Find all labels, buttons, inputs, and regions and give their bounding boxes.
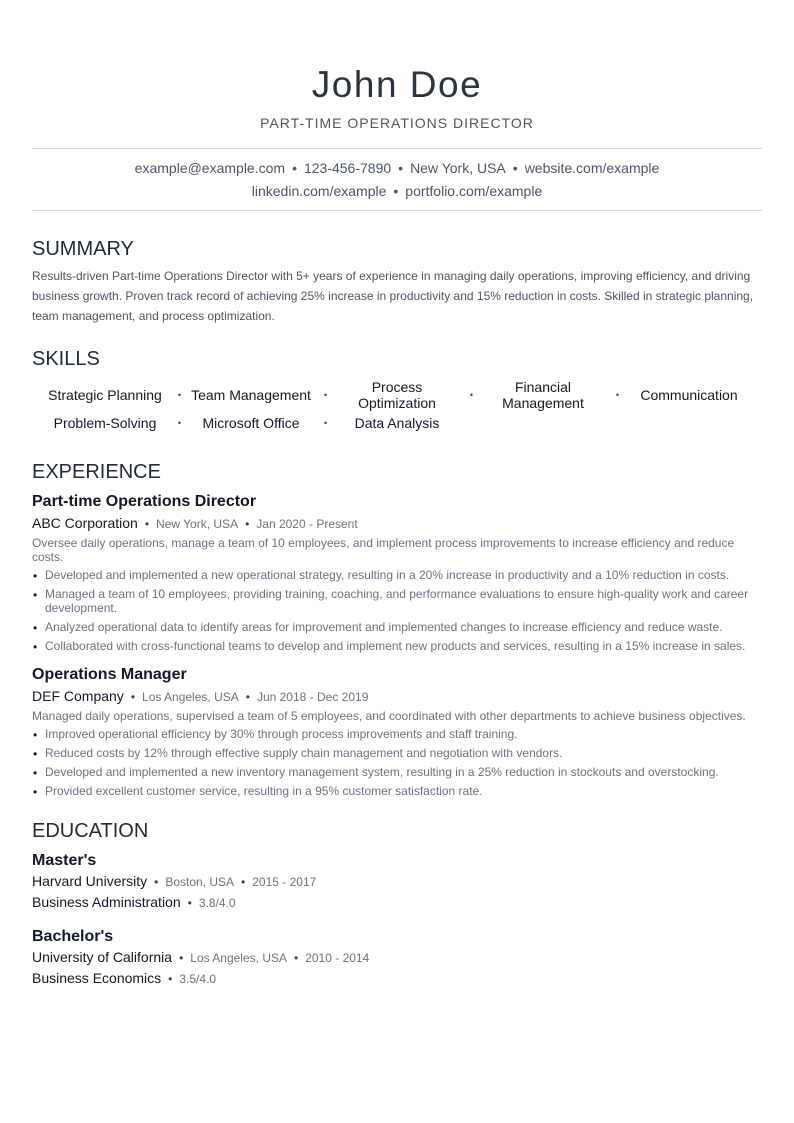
resume-header	[32, 0, 762, 132]
skills-section	[32, 346, 762, 433]
edu-degree: Master's	[32, 852, 97, 869]
contact-line-2	[32, 180, 762, 203]
meta-separator: •	[245, 690, 250, 704]
job-location: New York, USA	[156, 517, 239, 531]
edu-field-line	[32, 892, 762, 913]
job-achievements	[32, 568, 762, 653]
section-heading-education: EDUCATION	[32, 820, 149, 842]
edu-school: University of California	[32, 949, 173, 965]
achievement-item: • Developed and implemented a new inventory management system, resulting in a 25% reduction in stockouts and overstocking.	[32, 765, 762, 779]
edu-degree: Bachelor's	[32, 928, 114, 945]
job-description: Managed daily operations, supervised a team of 5 employees, and coordinated with other departments to achieve business objectives.	[32, 709, 746, 723]
contact-separator: •	[512, 160, 518, 176]
summary-section	[32, 236, 762, 326]
edu-school-line	[32, 947, 762, 968]
job-title: Part-time Operations Director	[32, 493, 257, 510]
skill-separator: •	[323, 418, 327, 428]
contact-separator: •	[292, 160, 297, 176]
job-dates: Jan 2020 - Present	[256, 517, 358, 531]
achievement-item: • Improved operational efficiency by 30% through process improvements and staff training.	[32, 727, 762, 741]
summary-text: Results-driven Part-time Operations Director with 5+ years of experience in managing daily operations, improving efficiency, and driving business growth. Proven track record of achieving 25% increase in productivity and 15% reduction in costs. Skilled in strategic planning, team management, and process optimization.	[32, 269, 754, 323]
edu-field: Business Administration	[32, 894, 181, 910]
skill-item: Team Management •	[191, 387, 327, 403]
meta-separator: •	[130, 690, 136, 704]
section-heading-summary: SUMMARY	[32, 238, 134, 260]
meta-separator: •	[187, 896, 192, 910]
skill-item: Strategic Planning •	[48, 387, 181, 403]
contact-location: New York, USA	[410, 160, 506, 176]
achievement-item: • Developed and implemented a new operational strategy, resulting in a 20% increase in productivity and a 10% reduction in costs.	[32, 568, 762, 582]
education-entry	[32, 851, 762, 913]
skill-item: Data Analysis	[354, 415, 440, 431]
skill-item: Financial Management •	[502, 379, 619, 411]
meta-separator: •	[179, 951, 184, 965]
meta-separator: •	[144, 517, 150, 531]
edu-field: Business Economics	[32, 970, 162, 986]
edu-dates: 2015 - 2017	[252, 875, 317, 889]
edu-school-line	[32, 871, 762, 892]
candidate-title: PART-TIME OPERATIONS DIRECTOR	[260, 115, 534, 131]
skill-item: Problem-Solving •	[53, 415, 181, 431]
edu-dates: 2010 - 2014	[305, 951, 370, 965]
job-description: Oversee daily operations, manage a team of 10 employees, and implement process improvements to increase efficiency and reduce costs.	[32, 536, 735, 564]
skill-separator: •	[469, 390, 473, 400]
skill-separator: •	[177, 418, 181, 428]
skill-item: Communication	[640, 387, 738, 403]
achievement-item: • Reduced costs by 12% through effective supply chain management and negotiation with vendors.	[32, 746, 762, 760]
job-title: Operations Manager	[32, 666, 187, 683]
job-meta	[32, 686, 762, 707]
section-heading-skills: SKILLS	[32, 348, 100, 370]
job-entry	[32, 665, 762, 798]
skill-separator: •	[615, 390, 619, 400]
job-dates: Jun 2018 - Dec 2019	[256, 690, 369, 704]
section-heading-experience: EXPERIENCE	[32, 461, 161, 483]
contact-phone[interactable]: 123-456-7890	[303, 160, 392, 176]
contact-separator: •	[393, 183, 399, 199]
contact-linkedin[interactable]: linkedin.com/example	[251, 183, 387, 199]
skill-separator: •	[323, 390, 327, 400]
achievement-item: • Provided excellent customer service, resulting in a 95% customer satisfaction rate.	[32, 784, 762, 798]
skills-list	[32, 377, 762, 433]
job-achievements	[32, 727, 762, 798]
skill-separator: •	[177, 390, 181, 400]
contact-line-1	[32, 157, 762, 180]
job-meta	[32, 513, 762, 534]
job-company: DEF Company	[32, 688, 124, 704]
meta-separator: •	[245, 517, 250, 531]
edu-field-line	[32, 968, 762, 989]
edu-location: Los Angeles, USA	[190, 951, 287, 965]
meta-separator: •	[154, 875, 159, 889]
education-section	[32, 818, 762, 989]
job-location: Los Angeles, USA	[142, 690, 239, 704]
skill-item: Process Optimization •	[358, 379, 473, 411]
edu-location: Boston, USA	[165, 875, 235, 889]
achievement-item: • Collaborated with cross-functional teams to develop and implement new products and services, resulting in a 15% increase in sales.	[32, 639, 762, 653]
contact-portfolio[interactable]: portfolio.com/example	[405, 183, 543, 199]
contact-separator: •	[398, 160, 404, 176]
skill-item: Microsoft Office •	[202, 415, 327, 431]
contact-email[interactable]: example@example.com	[134, 160, 286, 176]
meta-separator: •	[294, 951, 299, 965]
edu-school: Harvard University	[32, 873, 148, 889]
job-company: ABC Corporation	[32, 515, 138, 531]
education-entry	[32, 927, 762, 989]
achievement-item: • Analyzed operational data to identify areas for improvement and implemented changes to increase efficiency and reduce waste.	[32, 620, 762, 634]
meta-separator: •	[168, 972, 173, 986]
contact-bar	[32, 148, 762, 211]
job-entry	[32, 492, 762, 653]
experience-section	[32, 459, 762, 798]
meta-separator: •	[241, 875, 246, 889]
edu-gpa: 3.5/4.0	[179, 972, 217, 986]
edu-gpa: 3.8/4.0	[198, 896, 236, 910]
achievement-item: • Managed a team of 10 employees, providing training, coaching, and performance evaluations to ensure high-quality work and career development.	[32, 587, 762, 615]
contact-website[interactable]: website.com/example	[524, 160, 660, 176]
candidate-name: John Doe	[311, 64, 483, 105]
